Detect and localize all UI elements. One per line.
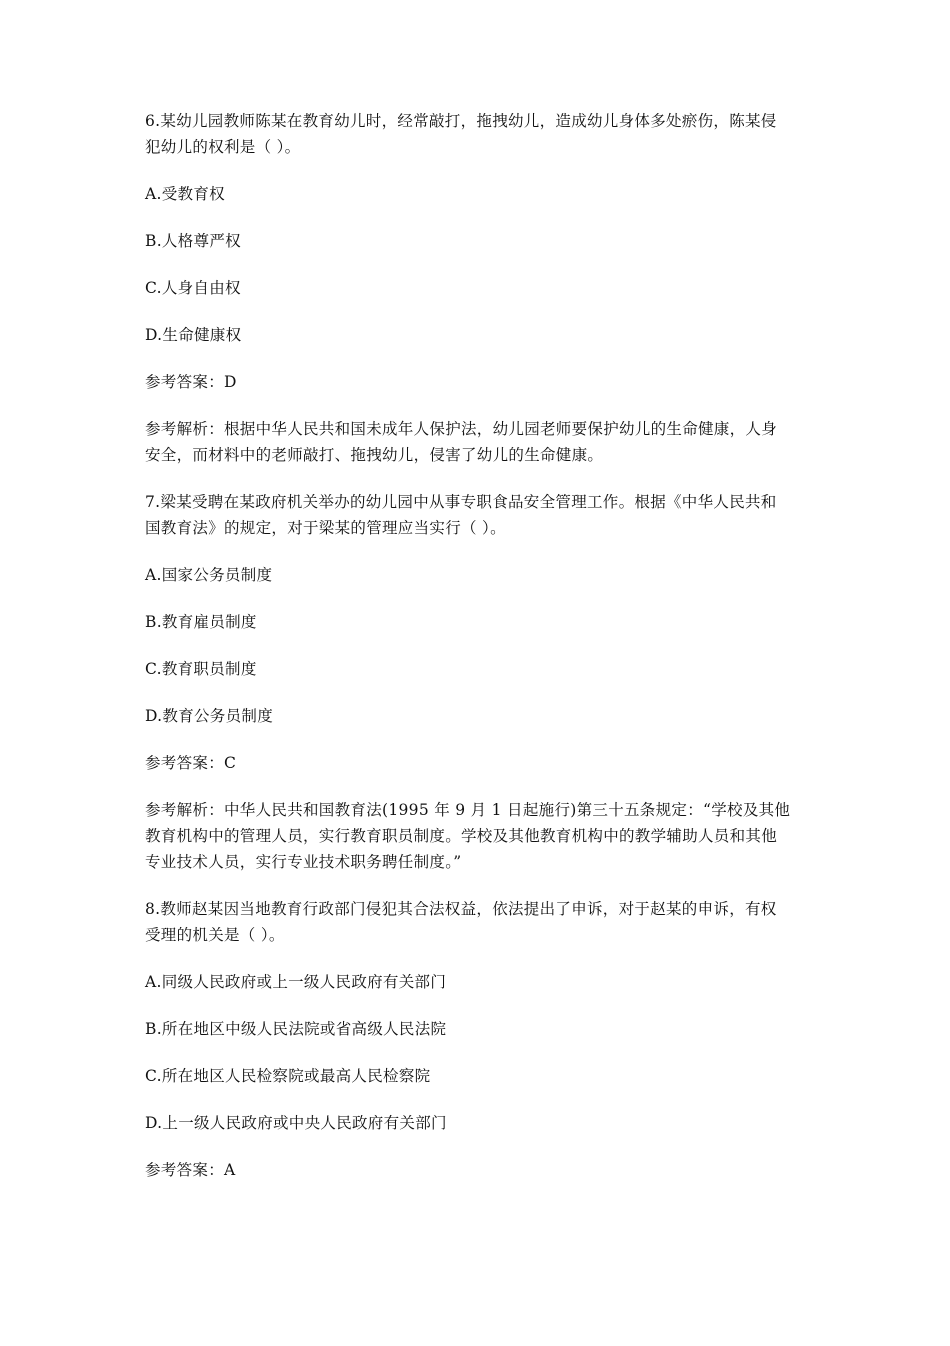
question-7-analysis (145, 797, 810, 875)
question-6-option-a: A.受教育权 (145, 185, 225, 203)
question-6-option-d: D.生命健康权 (145, 326, 242, 344)
question-7-option-b: B.教育雇员制度 (145, 613, 257, 631)
question-6-analysis-line-1: 参考解析：根据中华人民共和国未成年人保护法，幼儿园老师要保护幼儿的生命健康，人身 (145, 420, 778, 438)
question-7-analysis-line-2: 教育机构中的管理人员，实行教育职员制度。学校及其他教育机构中的教学辅助人员和其他 (145, 827, 778, 845)
question-8-option-d: D.上一级人民政府或中央人民政府有关部门 (145, 1114, 447, 1132)
question-7-stem-line-1: 7.梁某受聘在某政府机关举办的幼儿园中从事专职食品安全管理工作。根据《中华人民共和 (145, 493, 777, 511)
question-8-option-a: A.同级人民政府或上一级人民政府有关部门 (145, 973, 447, 991)
question-6-analysis-line-2: 安全，而材料中的老师敲打、拖拽幼儿，侵害了幼儿的生命健康。 (145, 446, 604, 464)
question-7-stem-line-2: 国教育法》的规定，对于梁某的管理应当实行（ ）。 (145, 519, 506, 537)
question-8-stem (145, 896, 810, 948)
question-8-option-b: B.所在地区中级人民法院或省高级人民法院 (145, 1020, 447, 1038)
question-6-analysis (145, 416, 810, 468)
question-6-stem-line-1: 6.某幼儿园教师陈某在教育幼儿时，经常敲打，拖拽幼儿，造成幼儿身体多处瘀伤，陈某侵 (145, 112, 777, 130)
document-page (145, 108, 810, 1183)
question-8-stem-line-2: 受理的机关是（ ）。 (145, 926, 285, 944)
question-6-answer: 参考答案：D (145, 373, 237, 391)
question-8-option-c: C.所在地区人民检察院或最高人民检察院 (145, 1067, 431, 1085)
question-7-option-a: A.国家公务员制度 (145, 566, 273, 584)
question-7-analysis-line-1: 参考解析：中华人民共和国教育法(1995 年 9 月 1 日起施行)第三十五条规定：“学校及其他 (145, 801, 791, 819)
question-6-stem-line-2: 犯幼儿的权利是（ ）。 (145, 138, 301, 156)
question-8-stem-line-1: 8.教师赵某因当地教育行政部门侵犯其合法权益，依法提出了申诉，对于赵某的申诉，有权 (145, 900, 777, 918)
question-6-stem (145, 108, 810, 160)
question-7-stem (145, 489, 810, 541)
question-7-option-c: C.教育职员制度 (145, 660, 257, 678)
question-8-answer: 参考答案：A (145, 1161, 236, 1179)
question-6-option-c: C.人身自由权 (145, 279, 241, 297)
question-7-answer: 参考答案：C (145, 754, 237, 772)
question-6-option-b: B.人格尊严权 (145, 232, 241, 250)
question-7-analysis-line-3: 专业技术人员，实行专业技术职务聘任制度。” (145, 853, 462, 871)
question-7-option-d: D.教育公务员制度 (145, 707, 274, 725)
